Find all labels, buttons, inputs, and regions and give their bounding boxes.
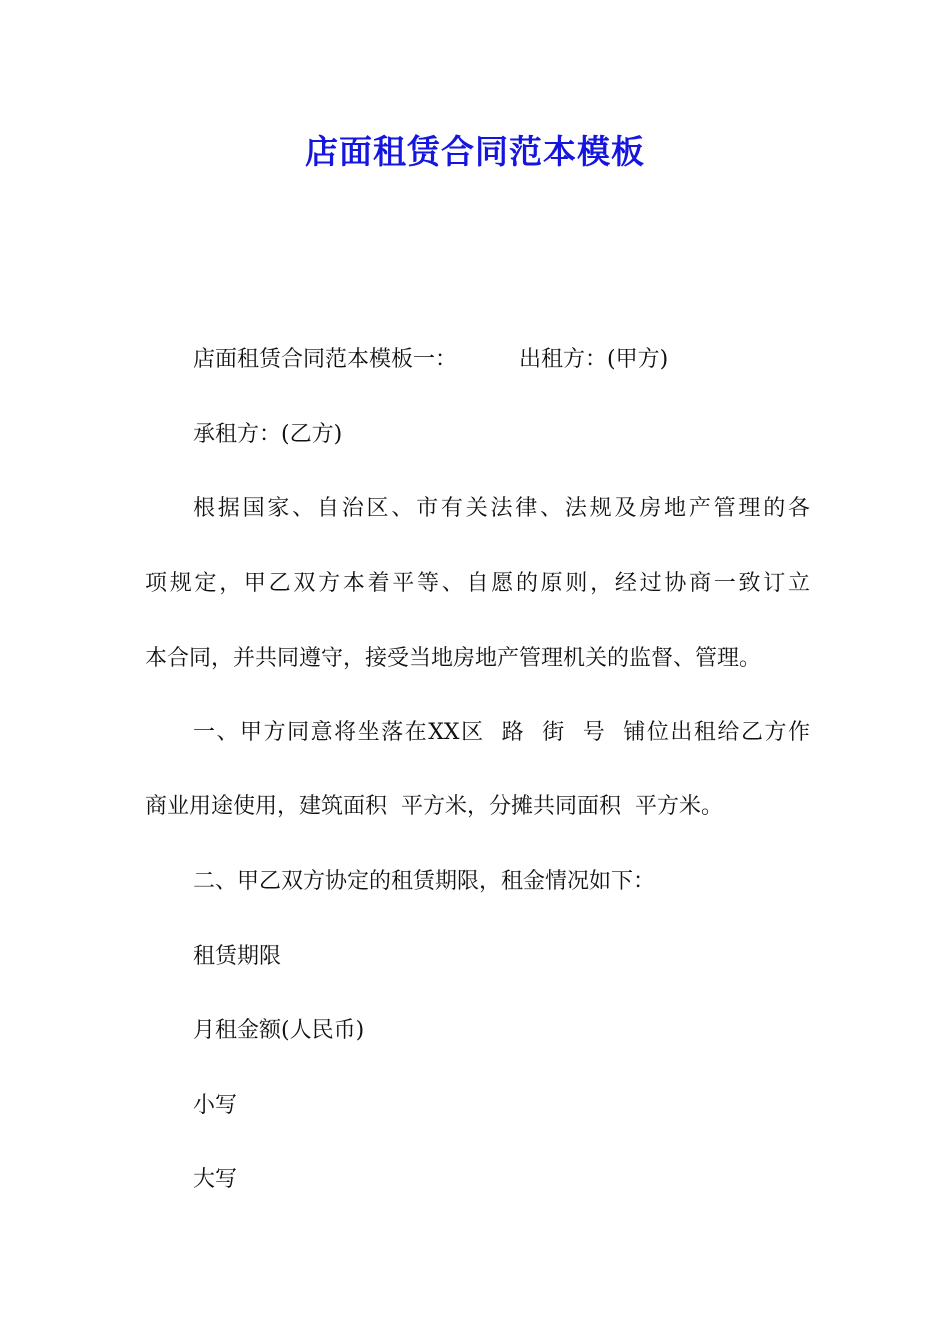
monthly-rent-label: 月租金额(人民币) bbox=[193, 1018, 365, 1043]
intro-line bbox=[193, 345, 810, 375]
lease-term-label: 租赁期限 bbox=[193, 944, 282, 969]
clause-1-line-1: 一、甲方同意将坐落在XX区 路 街 号 铺位出租给乙方作 bbox=[193, 720, 810, 745]
lessor-label: 出租方：(甲方) bbox=[519, 347, 669, 372]
clause-1-line-2: 商业用途使用，建筑面积 平方米，分摊共同面积 平方米。 bbox=[145, 794, 723, 819]
preamble-line-1: 根据国家、自治区、市有关法律、法规及房地产管理的各 bbox=[193, 496, 810, 521]
document-title: 店面租赁合同范本模板 bbox=[305, 132, 645, 171]
lessee-label: 承租方：(乙方) bbox=[193, 422, 343, 447]
uppercase-label: 大写 bbox=[193, 1167, 238, 1192]
preamble-line-2: 项规定，甲乙双方本着平等、自愿的原则，经过协商一致订立 bbox=[145, 571, 810, 596]
lowercase-label: 小写 bbox=[193, 1093, 238, 1118]
clause-2: 二、甲乙双方协定的租赁期限，租金情况如下： bbox=[193, 869, 656, 894]
intro-label: 店面租赁合同范本模板一： bbox=[193, 347, 458, 372]
preamble-line-3: 本合同，并共同遵守，接受当地房地产管理机关的监督、管理。 bbox=[145, 646, 762, 671]
